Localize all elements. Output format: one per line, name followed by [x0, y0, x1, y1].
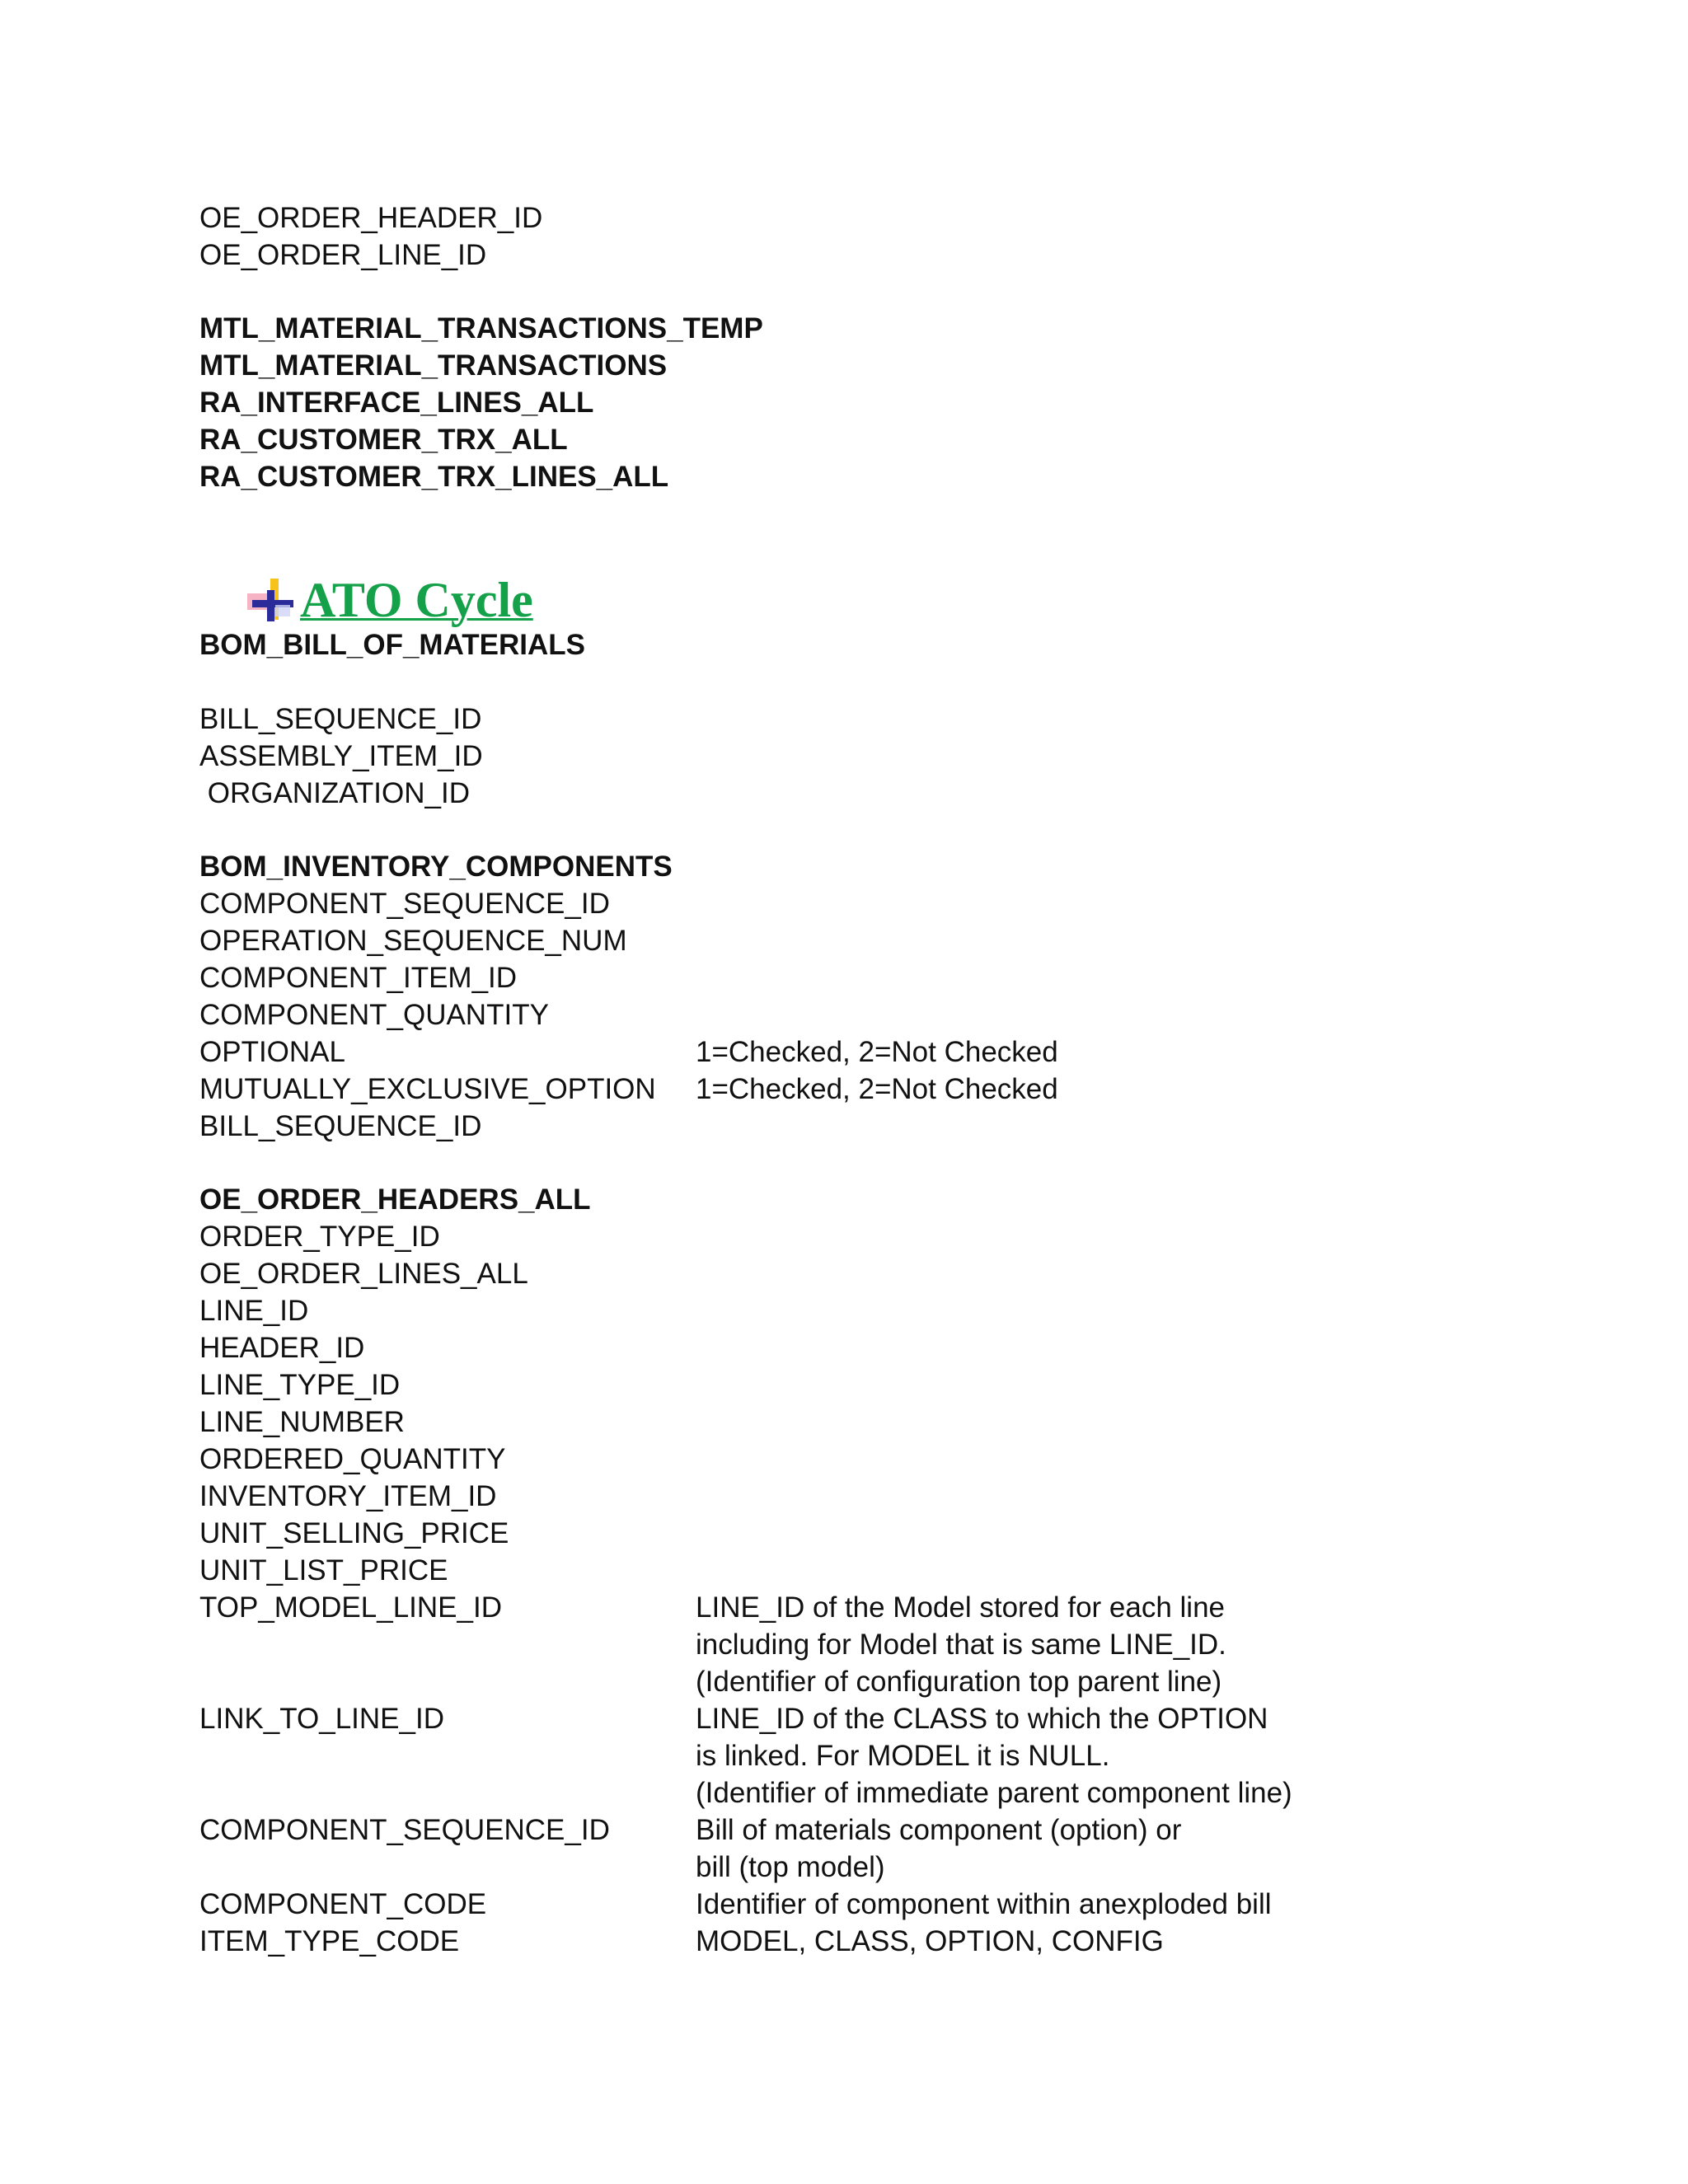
- field-oe-order-line-id: OE_ORDER_LINE_ID: [199, 239, 487, 271]
- table-name: RA_INTERFACE_LINES_ALL: [199, 387, 594, 419]
- field-name: LINE_TYPE_ID: [199, 1369, 401, 1401]
- field-name: ORDERED_QUANTITY: [199, 1443, 506, 1475]
- table-name: RA_CUSTOMER_TRX_ALL: [199, 424, 568, 456]
- field-name: LINE_ID: [199, 1295, 309, 1327]
- field-description: 1=Checked, 2=Not Checked: [696, 1073, 1058, 1105]
- field-name: BILL_SEQUENCE_ID: [199, 1110, 482, 1142]
- field-description: including for Model that is same LINE_ID.: [696, 1629, 1226, 1661]
- field-oe-order-header-id: OE_ORDER_HEADER_ID: [199, 202, 543, 234]
- field-name-item-type-code: ITEM_TYPE_CODE: [199, 1925, 460, 1957]
- field-name-link-to-line-id: LINK_TO_LINE_ID: [199, 1703, 444, 1735]
- table-name: MTL_MATERIAL_TRANSACTIONS_TEMP: [199, 312, 763, 344]
- field-name: UNIT_LIST_PRICE: [199, 1554, 448, 1586]
- field-description: is linked. For MODEL it is NULL.: [696, 1740, 1110, 1772]
- field-name: BILL_SEQUENCE_ID: [199, 703, 482, 735]
- field-name-component-sequence-id: COMPONENT_SEQUENCE_ID: [199, 1814, 610, 1846]
- table-name: MTL_MATERIAL_TRANSACTIONS: [199, 349, 668, 382]
- table-name-bom-components: BOM_INVENTORY_COMPONENTS: [199, 851, 673, 883]
- field-description: 1=Checked, 2=Not Checked: [696, 1036, 1058, 1068]
- field-description: LINE_ID of the CLASS to which the OPTION: [696, 1703, 1268, 1735]
- section-title: ATO Cycle: [300, 572, 533, 627]
- field-description: LINE_ID of the Model stored for each line: [696, 1591, 1226, 1624]
- field-name: INVENTORY_ITEM_ID: [199, 1480, 497, 1512]
- field-description: Bill of materials component (option) or: [696, 1814, 1182, 1846]
- field-name: ASSEMBLY_ITEM_ID: [199, 740, 483, 772]
- field-name: HEADER_ID: [199, 1332, 365, 1364]
- table-name: RA_CUSTOMER_TRX_LINES_ALL: [199, 461, 669, 493]
- field-name: ORDER_TYPE_ID: [199, 1221, 440, 1253]
- table-name-bom-bill: BOM_BILL_OF_MATERIALS: [199, 629, 585, 661]
- field-description: (Identifier of configuration top parent line): [696, 1666, 1222, 1698]
- field-name: COMPONENT_SEQUENCE_ID: [199, 888, 610, 920]
- field-name-component-code: COMPONENT_CODE: [199, 1888, 487, 1920]
- field-name: UNIT_SELLING_PRICE: [199, 1517, 509, 1549]
- field-name: LINE_NUMBER: [199, 1406, 405, 1438]
- table-name-order-headers: OE_ORDER_HEADERS_ALL: [199, 1183, 591, 1216]
- field-name: COMPONENT_QUANTITY: [199, 999, 549, 1031]
- field-name: OPTIONAL: [199, 1036, 345, 1068]
- field-description: MODEL, CLASS, OPTION, CONFIG: [696, 1925, 1164, 1957]
- field-name-top-model-line-id: TOP_MODEL_LINE_ID: [199, 1591, 502, 1624]
- field-name: MUTUALLY_EXCLUSIVE_OPTION: [199, 1073, 656, 1105]
- field-name: ORGANIZATION_ID: [199, 777, 470, 809]
- field-description: Identifier of component within anexploded bill: [696, 1888, 1272, 1920]
- field-name: COMPONENT_ITEM_ID: [199, 962, 518, 994]
- section-heading: [247, 567, 533, 633]
- field-name: OE_ORDER_LINES_ALL: [199, 1258, 528, 1290]
- field-description: bill (top model): [696, 1851, 885, 1883]
- field-name: OPERATION_SEQUENCE_NUM: [199, 925, 627, 957]
- bullet-cross-icon: [247, 575, 297, 625]
- field-description: (Identifier of immediate parent component line): [696, 1777, 1292, 1809]
